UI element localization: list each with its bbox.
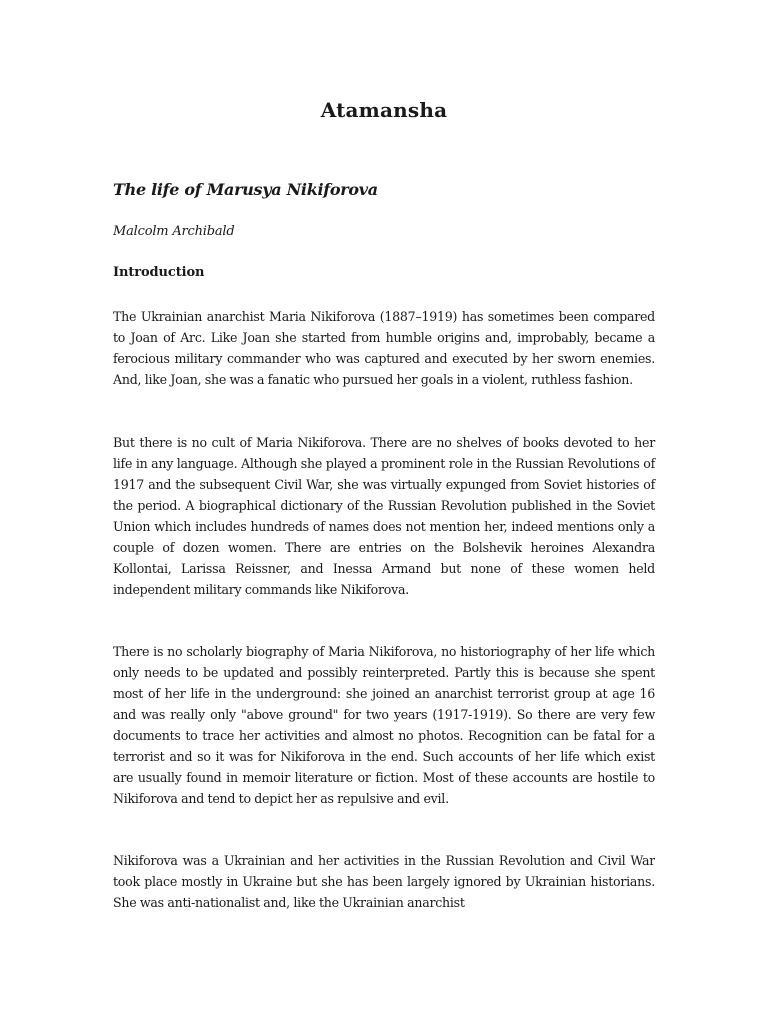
paragraph-2: But there is no cult of Maria Nikiforova. There are no shelves of books devoted to her life in any language. Although she played a prominent role in the Russian Revolutions of 1917 and the subsequent Civil War, she was virtually expunged from Soviet histories of the period. A biographical dictionary of the Russian Revolution published in the Soviet Union which includes hundreds of names does not mention her, indeed mentions only a couple of dozen women. There are entries on the Bolshevik heroines Alexandra Kollontai, Larissa Reissner, and Inessa Armand but none of these women held independent military commands like Nikiforova. [113, 435, 655, 597]
paragraph-4: Nikiforova was a Ukrainian and her activities in the Russian Revolution and Civil War took place mostly in Ukraine but she has been largely ignored by Ukrainian historians. She was anti-nationalist and, like the Ukrainian anarchist [113, 853, 655, 910]
document-title: Atamansha [320, 98, 448, 122]
section-heading-introduction: Introduction [113, 265, 205, 280]
author-name: Malcolm Archibald [113, 224, 235, 239]
paragraph-1: The Ukrainian anarchist Maria Nikiforova (1887–1919) has sometimes been compared to Joan of Arc. Like Joan she started from humble origins and, improbably, became a ferocious military commander who was captured and executed by her sworn enemies. And, like Joan, she was a fanatic who pursued her goals in a violent, ruthless fashion. [113, 309, 655, 387]
paragraph-3: There is no scholarly biography of Maria Nikiforova, no historiography of her life which only needs to be updated and possibly reinterpreted. Partly this is because she spent most of her life in the underground: she joined an anarchist terrorist group at age 16 and was really only "above ground" for two years (1917-1919). So there are very few documents to trace her activities and almost no photos. Recognition can be fatal for a terrorist and so it was for Nikiforova in the end. Such accounts of her life which exist are usually found in memoir literature or fiction. Most of these accounts are hostile to Nikiforova and tend to depict her as repulsive and evil. [113, 644, 655, 806]
document-subtitle: The life of Marusya Nikiforova [113, 180, 378, 199]
document-page [113, 0, 655, 1024]
